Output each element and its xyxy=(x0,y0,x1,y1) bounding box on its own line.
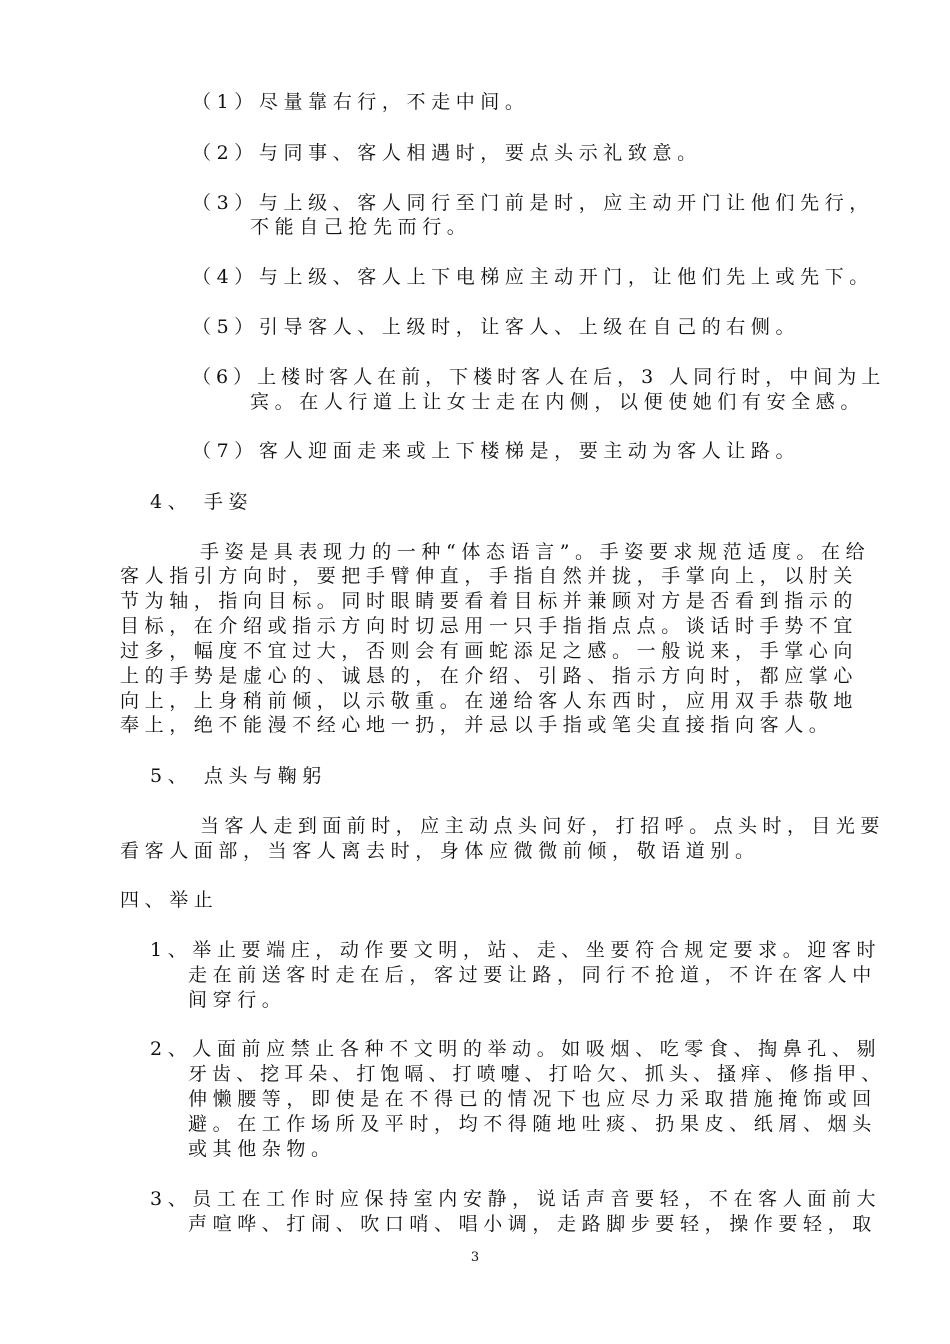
list-item-continuation: 走在前送客时走在后，客过要让路，同行不抢道，不许在客人中 xyxy=(188,964,877,986)
list-item: （3）与上级、客人同行至门前是时，应主动开门让他们先行， xyxy=(192,192,874,214)
list-item: （6）上楼时客人在前，下楼时客人在后，3 人同行时，中间为上 xyxy=(192,366,886,388)
paragraph-line: 客人指引方向时，要把手臂伸直，手指自然并拢，手掌向上，以肘关 xyxy=(120,565,859,587)
list-item: 1、举止要端庄，动作要文明，站、走、坐要符合规定要求。迎客时 xyxy=(150,939,882,961)
page-number: 3 xyxy=(470,1250,480,1265)
list-item: 2、人面前应禁止各种不文明的举动。如吸烟、吃零食、掏鼻孔、剔 xyxy=(150,1038,882,1060)
list-item-continuation: 间穿行。 xyxy=(188,989,287,1011)
list-item: 3、员工在工作时应保持室内安静，说话声音要轻，不在客人面前大 xyxy=(150,1188,882,1210)
paragraph-line: 当客人走到面前时，应主动点头问好，打招呼。点头时，目光要 xyxy=(200,815,885,837)
list-item: （2）与同事、客人相遇时，要点头示礼致意。 xyxy=(192,142,702,164)
part-heading: 四、举止 xyxy=(120,889,219,911)
list-item-continuation: 牙齿、挖耳朵、打饱嗝、打喷嚏、打哈欠、抓头、搔痒、修指甲、 xyxy=(188,1063,886,1085)
paragraph-line: 过多，幅度不宜过大，否则会有画蛇添足之感。一般说来，手掌心向 xyxy=(120,640,859,662)
paragraph-line: 奉上，绝不能漫不经心地一扔，并忌以手指或笔尖直接指向客人。 xyxy=(120,714,834,736)
paragraph-line: 上的手势是虚心的、诚恳的，在介绍、引路、指示方向时，都应掌心 xyxy=(120,665,859,687)
list-item-continuation: 声喧哗、打闹、吹口哨、唱小调，走路脚步要轻，操作要轻，取 xyxy=(188,1213,877,1235)
section-heading: 5、 点头与鞠躬 xyxy=(150,765,327,787)
list-item: （7）客人迎面走来或上下楼梯是，要主动为客人让路。 xyxy=(192,440,801,462)
section-heading: 4、 手姿 xyxy=(150,491,254,513)
list-item-continuation: 避。在工作场所及平时，均不得随地吐痰、扔果皮、纸屑、烟头 xyxy=(188,1113,877,1135)
paragraph-line: 看客人面部，当客人离去时，身体应微微前倾，敬语道别。 xyxy=(120,840,760,862)
paragraph-line: 手姿是具表现力的一种“体态语言”。手姿要求规范适度。在给 xyxy=(200,541,871,563)
list-item-continuation: 伸懒腰等，即使是在不得已的情况下也应尽力采取措施掩饰或回 xyxy=(188,1088,877,1110)
list-item-continuation: 不能自己抢先而行。 xyxy=(250,216,472,238)
list-item-continuation: 宾。在人行道上让女士走在内侧，以便使她们有安全感。 xyxy=(250,391,866,413)
list-item: （1）尽量靠右行，不走中间。 xyxy=(192,91,530,113)
paragraph-line: 目标，在介绍或指示方向时切忌用一只手指指点点。谈话时手势不宜 xyxy=(120,615,859,637)
list-item-continuation: 或其他杂物。 xyxy=(188,1138,336,1160)
paragraph-line: 向上，上身稍前倾，以示敬重。在递给客人东西时，应用双手恭敬地 xyxy=(120,690,859,712)
list-item: （4）与上级、客人上下电梯应主动开门，让他们先上或先下。 xyxy=(192,266,874,288)
list-item: （5）引导客人、上级时，让客人、上级在自己的右侧。 xyxy=(192,316,801,338)
paragraph-line: 节为轴，指向目标。同时眼睛要看着目标并兼顾对方是否看到指示的 xyxy=(120,590,859,612)
